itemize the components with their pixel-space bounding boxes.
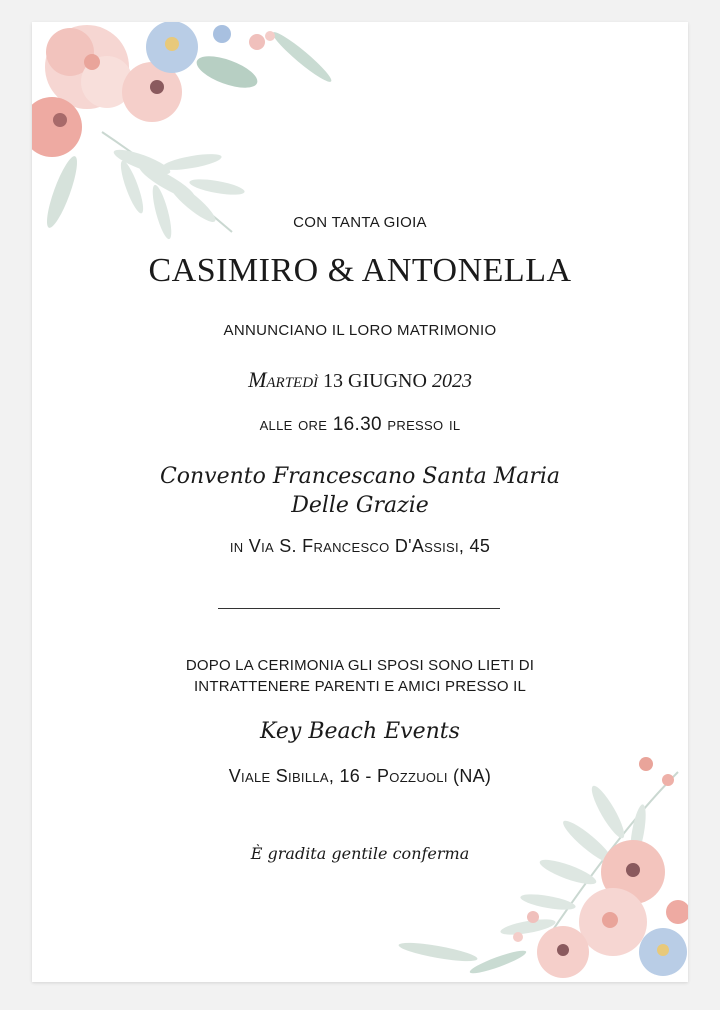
ceremony-time: alle ore 16.30 presso il (259, 414, 461, 435)
divider-line (218, 608, 500, 609)
church-name-line2: Delle Grazie (291, 493, 429, 518)
reception-address: Viale Sibilla, 16 - Pozzuoli (NA) (228, 766, 492, 786)
church-name-line1: Convento Francescano Santa Maria (159, 464, 561, 489)
reception-venue: Key Beach Events (260, 719, 460, 744)
church-address: in Via S. Francesco D'Assisi, 45 (229, 536, 491, 556)
invitation-card (32, 22, 688, 982)
announcement-text: ANNUNCIANO IL LORO MATRIMONIO (223, 322, 497, 339)
reception-text-line2: INTRATTENERE PARENTI E AMICI PRESSO IL (193, 678, 527, 695)
reception-text-line1: DOPO LA CERIMONIA GLI SPOSI SONO LIETI DI (185, 657, 535, 674)
rsvp-note: È gradita gentile conferma (250, 844, 470, 863)
date-year: 2023 (431, 370, 472, 392)
couple-names: CASIMIRO & ANTONELLA (148, 252, 572, 289)
date-day-month: 13 GIUGNO (318, 370, 432, 392)
date-weekday: Martedì (248, 367, 319, 392)
wedding-date (32, 367, 688, 393)
intro-text: CON TANTA GIOIA (293, 214, 427, 231)
